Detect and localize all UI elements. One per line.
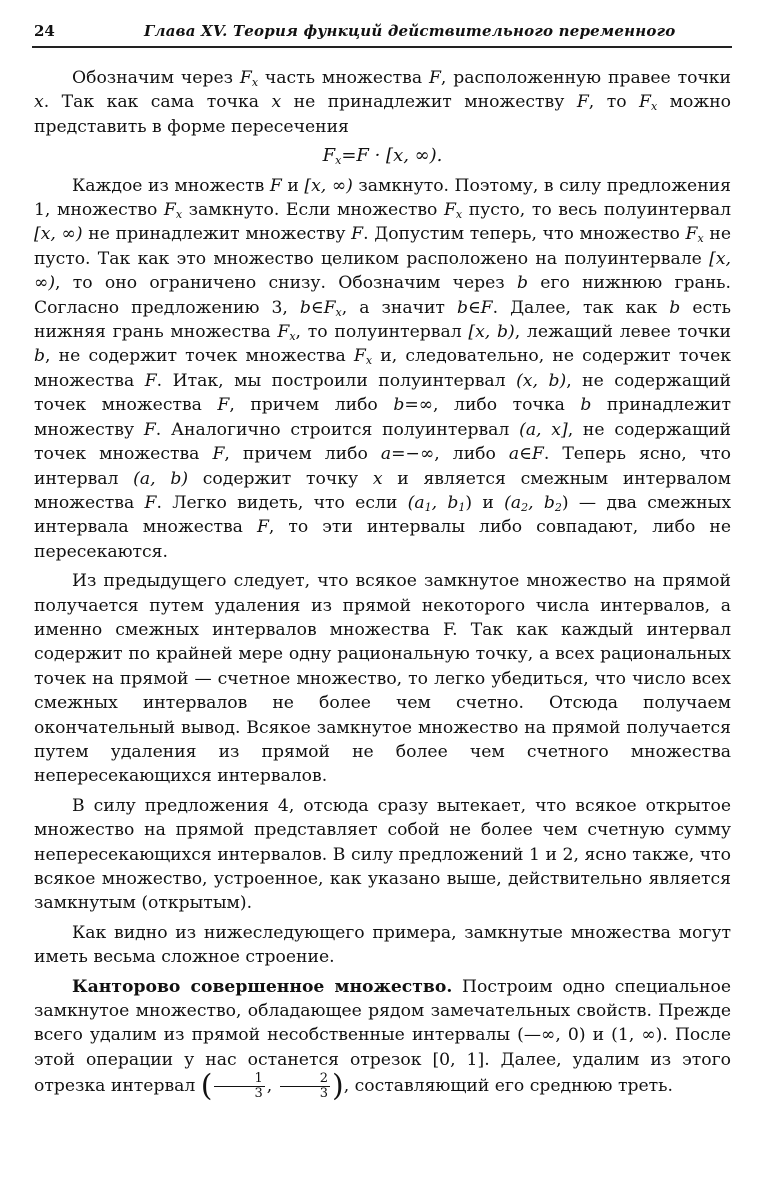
header-rule xyxy=(32,46,732,48)
paragraph-5: Как видно из нижеследующего примера, замкнутые множества могут иметь весьма сложное строение. xyxy=(34,922,731,968)
page-number: 24 xyxy=(34,22,55,40)
page-header xyxy=(34,20,734,44)
fraction-two-thirds: $\frac{2}{3}$ xyxy=(280,1072,330,1101)
paragraph-6: Канторово совершенное множество. Построим одно специальное замкнутое множество, обладающее рядом замечательных свойств. Прежде всего удалим из прямой несобственные интервалы (—∞, 0) и (1, ∞). После этой операции у нас останется отрезок [0, 1]. Далее, удалим из этого отрезка интервал ( $\frac{1}{3}$ , $\frac{2}{3}$ ), составляющий его среднюю треть. xyxy=(34,976,731,1104)
page-body xyxy=(34,66,731,1106)
fraction-one-third: $\frac{1}{3}$ xyxy=(214,1072,264,1101)
section-heading: Канторово совершенное множество. xyxy=(72,976,453,997)
paragraph-4: В силу предложения 4, отсюда сразу вытекает, что всякое открытое множество на прямой представляет собой не более чем счетную сумму непересекающихся интервалов. В силу предложений 1 и 2, ясно также, что всякое множество, устроенное, как указано выше, действительно является замкнутым (открытым). xyxy=(34,795,731,914)
paragraph-3: Из предыдущего следует, что всякое замкнутое множество на прямой получается путем удаления из прямой некоторого числа интервалов, а именно смежных интервалов множества F. Так как каждый интервал содержит по крайней мере одну рациональную точку, а всех рациональных точек на прямой — счетное множество, то легко убедиться, что число всех смежных интервалов не более чем счетно. Отсюда получаем окончательный вывод. Всякое замкнутое множество на прямой получается путем удаления из прямой не более чем счетного множества непересекающихся интервалов. xyxy=(34,571,731,787)
running-title: Глава XV. Теория функций действительного переменного xyxy=(144,22,676,40)
formula: $F_x=F \cdot [x$, ∞). xyxy=(322,145,443,168)
paragraph-1: Обозначим через $F_x$ часть множества F, расположенную правее точки x. Так как сама точка x не принадлежит множеству F, то $F_x$ можно представить в форме пересечения xyxy=(34,68,732,137)
paragraph-2: Каждое из множеств F и [x, ∞) замкнуто. Поэтому, в силу предложения 1, множество $F_x$ замкнуто. Если множество $F_x$ пусто, то весь полуинтервал [x, ∞) не принадлежит множеству F. Допустим теперь, что множество $F_x$ не пусто. Так как это множество целиком расположено на полуинтервале [x, ∞), то оно ограничено снизу. Обозначим через b его нижнюю грань. Согласно предложению 3, $b\in F_x$, а значит b∈F. Далее, так как b есть нижняя грань множества $F_x$, то полуинтервал [x, b), лежащий левее точки b, не содержит точек множества $F_x$ и, следовательно, не содержит точек множества F. Итак, мы построили полуинтервал (x, b), не содержащий точек множества F, причем либо b=∞, либо точка b принадлежит множеству F. Аналогично строится полуинтервал (a, x], не содержащий точек множества F, причем либо a=−∞, либо a∈F. Теперь ясно, что интервал (a, b) содержит точку x и является смежным интервалом множества F. Легко видеть, что если ($a_1$, $b_1$) и ($a_2$, $b_2$) — два смежных интервала множества F, то эти интервалы либо совпадают, либо не пересекаются. xyxy=(34,175,732,562)
